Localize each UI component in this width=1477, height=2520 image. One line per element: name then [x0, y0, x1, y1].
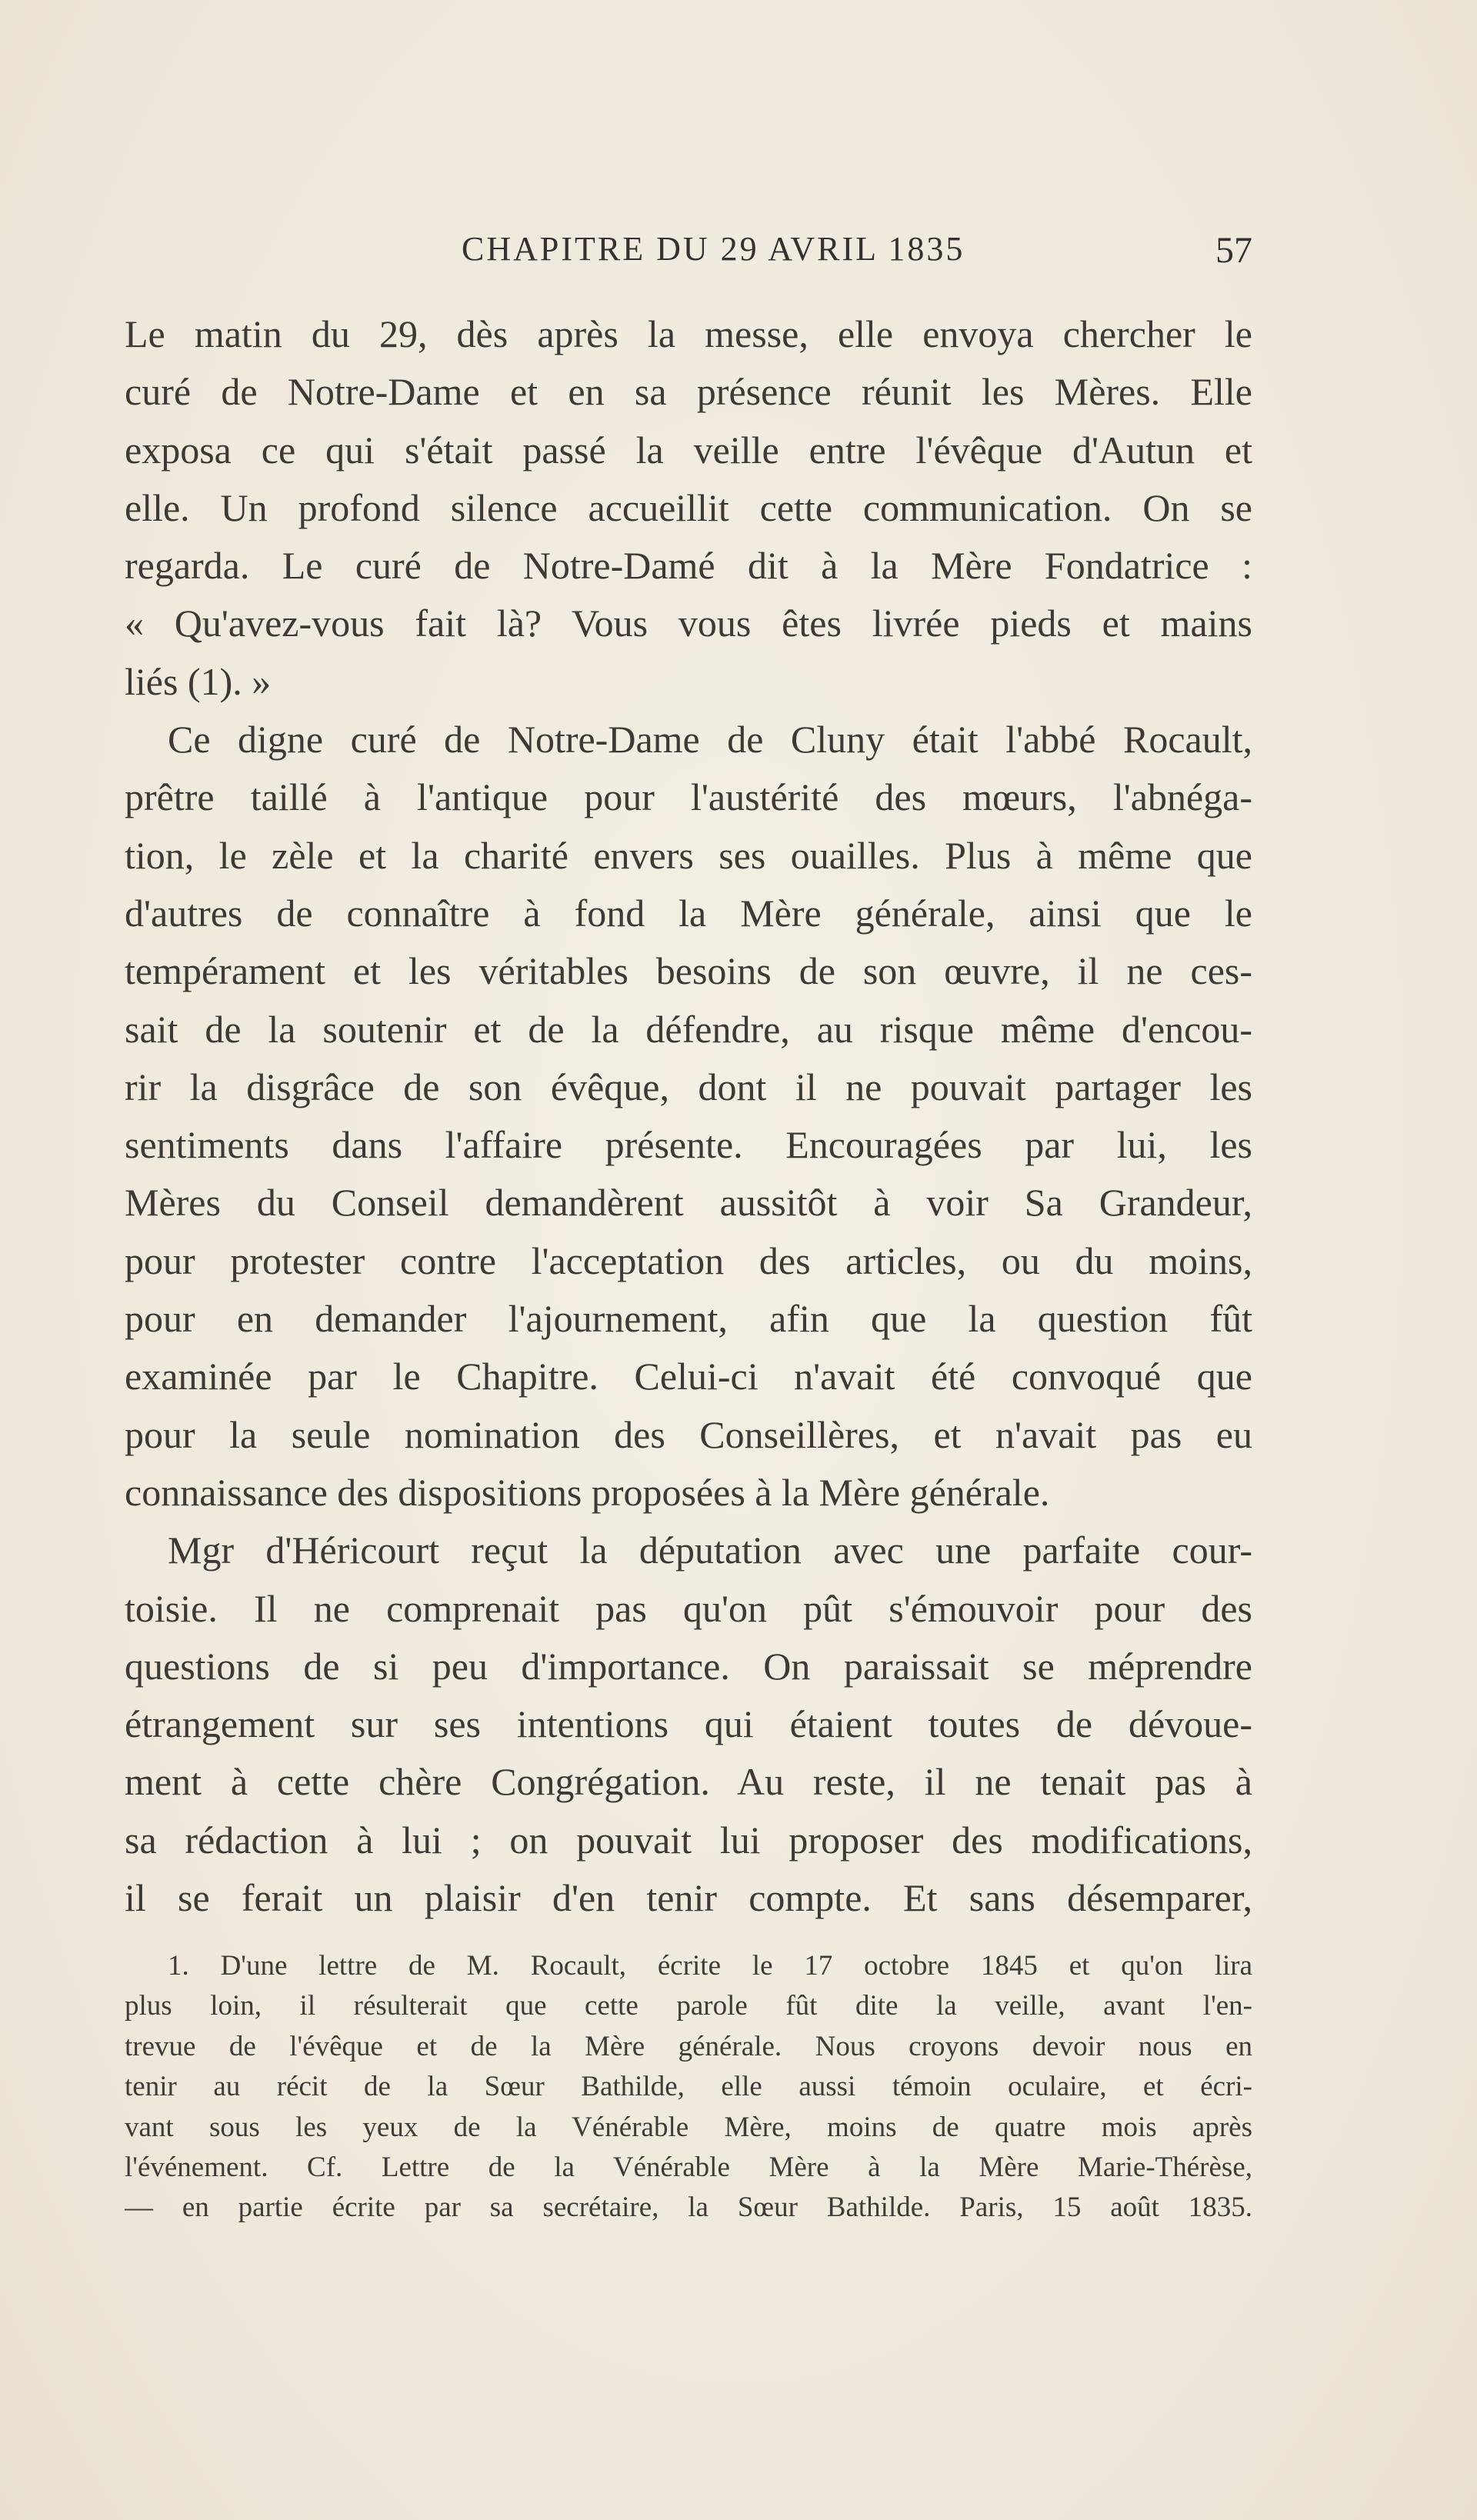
text-line: pour la seule nomination des Conseillères, et n'avait pas eu	[125, 1412, 1252, 1456]
footnote-line: — en partie écrite par sa secrétaire, la Sœur Bathilde. Paris, 15 août 1835.	[125, 2192, 1252, 2224]
text-line: sait de la soutenir et de la défendre, au risque même d'encou-	[125, 1007, 1252, 1051]
footnote-line: vant sous les yeux de la Vénérable Mère, moins de quatre mois après	[125, 2111, 1252, 2143]
text-line: exposa ce qui s'était passé la veille entre l'évêque d'Autun et	[125, 428, 1252, 472]
text-line: elle. Un profond silence accueillit cette communication. On se	[125, 485, 1252, 529]
text-line: regarda. Le curé de Notre-Damé dit à la Mère Fondatrice :	[125, 544, 1252, 588]
text-line: pour protester contre l'acceptation des articles, ou du moins,	[125, 1238, 1252, 1282]
text-line: Mères du Conseil demandèrent aussitôt à voir Sa Grandeur,	[125, 1181, 1252, 1225]
text-line: curé de Notre-Dame et en sa présence réunit les Mères. Elle	[125, 370, 1252, 414]
text-line: liés (1). »	[125, 659, 272, 703]
footnote-line: trevue de l'évêque et de la Mère générale. Nous croyons devoir nous en	[125, 2030, 1252, 2062]
text-line: pour en demander l'ajournement, afin que la question fût	[125, 1297, 1252, 1341]
text-line: il se ferait un plaisir d'en tenir compte. Et sans désemparer,	[125, 1876, 1252, 1920]
page-number: 57	[1215, 230, 1252, 271]
text-line: tempérament et les véritables besoins de son œuvre, il ne ces-	[125, 949, 1252, 993]
text-line: d'autres de connaître à fond la Mère générale, ainsi que le	[125, 891, 1252, 935]
text-line: tion, le zèle et la charité envers ses ouailles. Plus à même que	[125, 833, 1252, 877]
text-line: sentiments dans l'affaire présente. Encouragées par lui, les	[125, 1123, 1252, 1167]
main-text	[125, 305, 1252, 1927]
footnote-line: 1. D'une lettre de M. Rocault, écrite le 17 octobre 1845 et qu'on lira	[168, 1950, 1252, 1982]
text-line: Mgr d'Héricourt reçut la députation avec une parfaite cour-	[168, 1528, 1252, 1572]
text-line: Le matin du 29, dès après la messe, elle envoya chercher le	[125, 312, 1252, 355]
text-line: ment à cette chère Congrégation. Au reste, il ne tenait pas à	[125, 1760, 1252, 1804]
page-header	[123, 229, 1252, 275]
text-line: connaissance des dispositions proposées à la Mère générale.	[125, 1470, 1050, 1514]
text-line: examinée par le Chapitre. Celui-ci n'avait été convoqué que	[125, 1355, 1252, 1398]
text-line: questions de si peu d'importance. On paraissait se méprendre	[125, 1644, 1252, 1688]
text-line: rir la disgrâce de son évêque, dont il ne pouvait partager les	[125, 1065, 1252, 1108]
text-line: prêtre taillé à l'antique pour l'austérité des mœurs, l'abnéga-	[125, 775, 1252, 819]
text-line: toisie. Il ne comprenait pas qu'on pût s'émouvoir pour des	[125, 1586, 1252, 1630]
text-line: « Qu'avez-vous fait là? Vous vous êtes livrée pieds et mains	[125, 602, 1252, 645]
running-title: CHAPITRE DU 29 AVRIL 1835	[462, 230, 965, 268]
footnote-line: plus loin, il résulterait que cette parole fût dite la veille, avant l'en-	[125, 1990, 1252, 2022]
footnote-line: tenir au récit de la Sœur Bathilde, elle aussi témoin oculaire, et écri-	[125, 2071, 1252, 2103]
text-line: étrangement sur ses intentions qui étaient toutes de dévoue-	[125, 1702, 1252, 1746]
text-line: sa rédaction à lui ; on pouvait lui proposer des modifications,	[125, 1818, 1252, 1862]
footnote-line: l'événement. Cf. Lettre de la Vénérable Mère à la Mère Marie-Thérèse,	[125, 2151, 1252, 2183]
footnote	[125, 1946, 1252, 2228]
text-line: Ce digne curé de Notre-Dame de Cluny était l'abbé Rocault,	[168, 718, 1252, 762]
